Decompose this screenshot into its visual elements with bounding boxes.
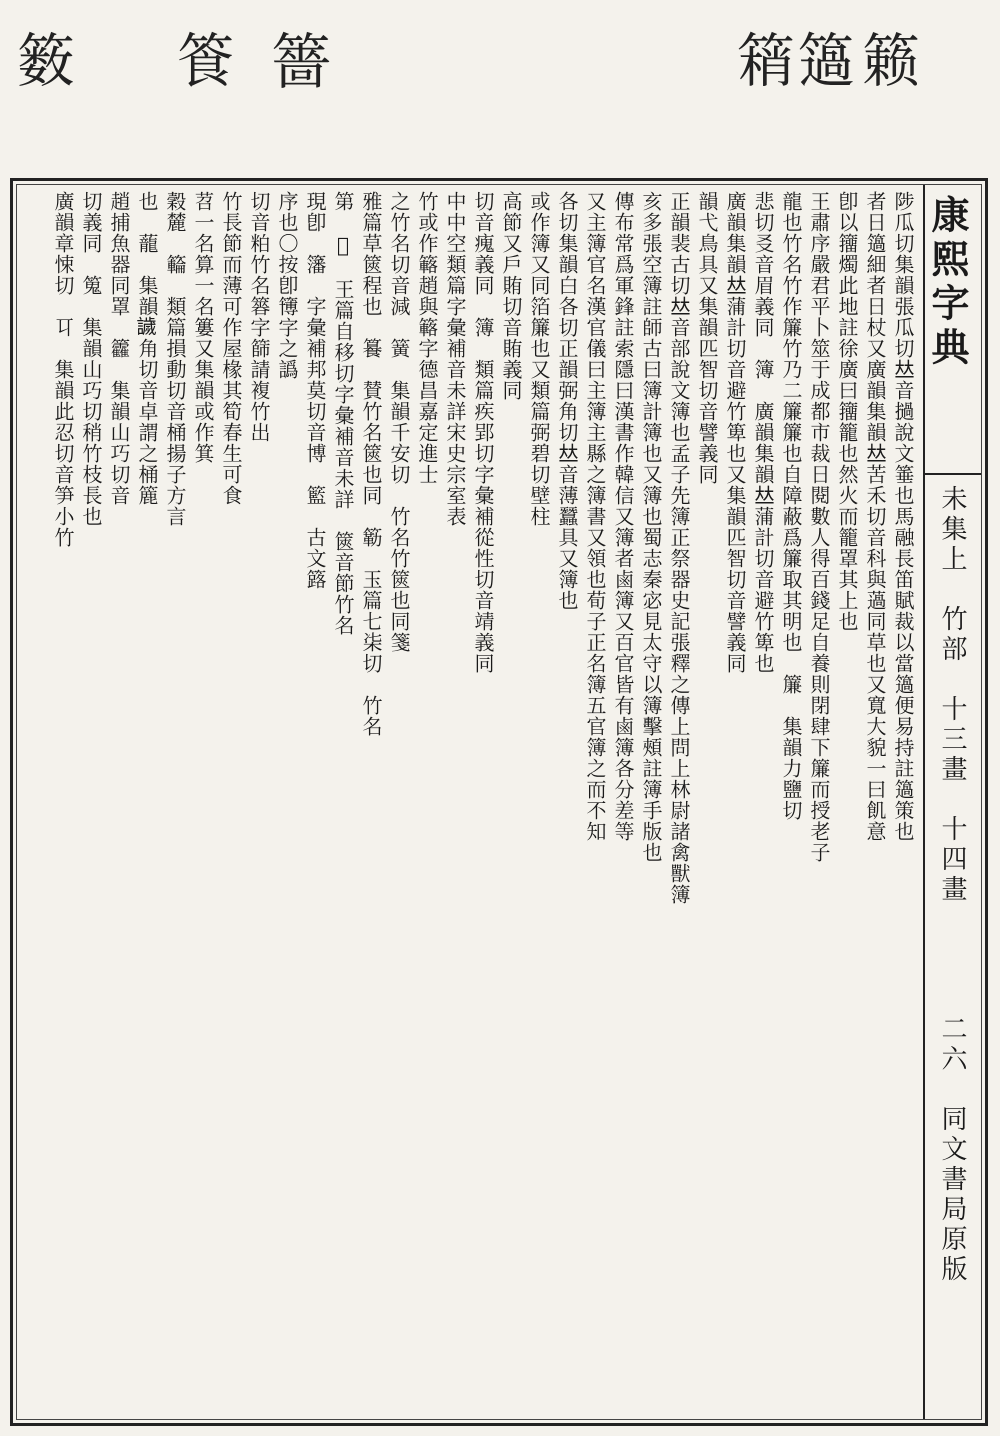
text-column: 正韻裴古切𠀤音部說文簿也孟子先簿正祭器史記張釋之傳上問上林尉諸禽獸簿 (667, 191, 691, 905)
seal-character-stacked (261, 30, 331, 90)
running-header (923, 185, 981, 1419)
text-column: 趙捕魚器同罩 籱 集韻山巧切音 (107, 191, 131, 506)
text-column: 竹或作簵趙與簵字德昌嘉定進士 (415, 191, 439, 485)
text-column: 現卽 籓 字彙補邦莫切音博 籃 古文簬 (303, 191, 327, 590)
text-column: 又主簿官名漢官儀曰主簿主縣之簿書又領也荀子正名簿五官簿之而不知 (583, 191, 607, 842)
text-column: 陟瓜切集韻張瓜切𠀤音撾說文箠也馬融長笛賦裁以當簻便易持註簻策也 (891, 191, 915, 842)
text-column: 高節又戶賄切音賄義同 (499, 191, 523, 401)
text-column: 王肅序嚴君平卜筮于成都市裁日閱數人得百錢足自養則閉肆下簾而授老子 (807, 191, 831, 863)
page-frame-inner (16, 184, 982, 1420)
text-column: 也 蘢 集韻𧬨角切音卓謂之桶簏 (135, 191, 159, 506)
text-column: 雅篇草篋程也 籑 賛竹名篋也同 簕 玉篇七㭍切 竹名 (359, 191, 383, 737)
text-column: 之竹名切音減 簧 集韻千安切 竹名竹篋也同箋 (387, 191, 411, 653)
text-column: 卽以籒燭此地註徐廣曰籒籠也然火而籠罩其上也 (835, 191, 859, 632)
seal-character: 籁 (852, 30, 920, 88)
page-frame (10, 178, 988, 1426)
text-column: 亥多張空簿註師古曰簿計簿也又簿也蜀志秦宓見太守以簿擊頰註簿手版也 (639, 191, 663, 863)
seal-character: 䉢 (261, 30, 331, 90)
text-column: 竹長節而薄可作屋椽其筍春生可食 (219, 191, 243, 506)
text-column: 悲切㕛音眉義同 簿 廣韻集韻𠀤蒲計切音避竹箄也 (751, 191, 775, 674)
text-column: 或作簿又同箔簾也又類篇弼碧切壁柱 (527, 191, 551, 527)
text-column: 切義同 䈭 集韻山巧切稍竹枝長也 (79, 191, 103, 527)
page-number-publisher: 二六 同文書局原版 (937, 1015, 967, 1285)
seal-script-row (0, 0, 1000, 175)
text-column: 各切集韻白各切正韻弼角切𠀤音薄蠶具又簿也 (555, 191, 579, 611)
text-column: 韻弋鳥具又集韻匹智切音譬義同 (695, 191, 719, 485)
seal-character: 篒 (167, 30, 235, 88)
text-column: 者日簻細者日杖又廣韻集韻𠀤苦禾切音科與薖同草也又寬大貌一曰飢意 (863, 191, 887, 842)
text-column: 第 𥳸 王篇自移切字彙補音未詳 篋音節竹名 (331, 191, 355, 636)
text-column: 廣韻章悚切 㔿 集韻此忍切音笋小竹 (51, 191, 75, 548)
text-column: 傳布常爲軍鋒註索隱曰漢書作韓信又簿者鹵簿又百官皆有鹵簿各分差等 (611, 191, 635, 842)
seal-character: 䈾 (727, 30, 795, 88)
text-column: 中中空類篇字彙補音未詳宋史宗室表 (443, 191, 467, 527)
seal-character: 䉤 (7, 30, 75, 88)
section-label: 未集上 竹部 十三畫 十四畫 (937, 485, 967, 905)
text-column: 龍也竹名竹作簾竹乃二簾簾也自障蔽爲簾取其明也 簾 集韻力鹽切 (779, 191, 803, 821)
book-title: 康熙字典 (925, 195, 970, 371)
text-column: 廣韻集韻𠀤蒲計切音避竹箄也又集韻匹智切音譬義同 (723, 191, 747, 674)
text-column: 切音粕竹名簭字篩請複竹出 (247, 191, 271, 443)
text-column: 切音瘣義同 簿 類篇疾郢切字彙補從性切音靖義同 (471, 191, 495, 674)
dictionary-text (23, 191, 917, 1413)
text-column: 穀麓 𥶡 類篇損動切音桶揚子方言 (163, 191, 187, 527)
text-column: 苕一名算一名簍又集韻或作箕 (191, 191, 215, 464)
header-divider (925, 473, 981, 475)
seal-character: 簻 (787, 30, 855, 88)
text-column: 序也〇按卽簙字之譌 (275, 191, 299, 380)
